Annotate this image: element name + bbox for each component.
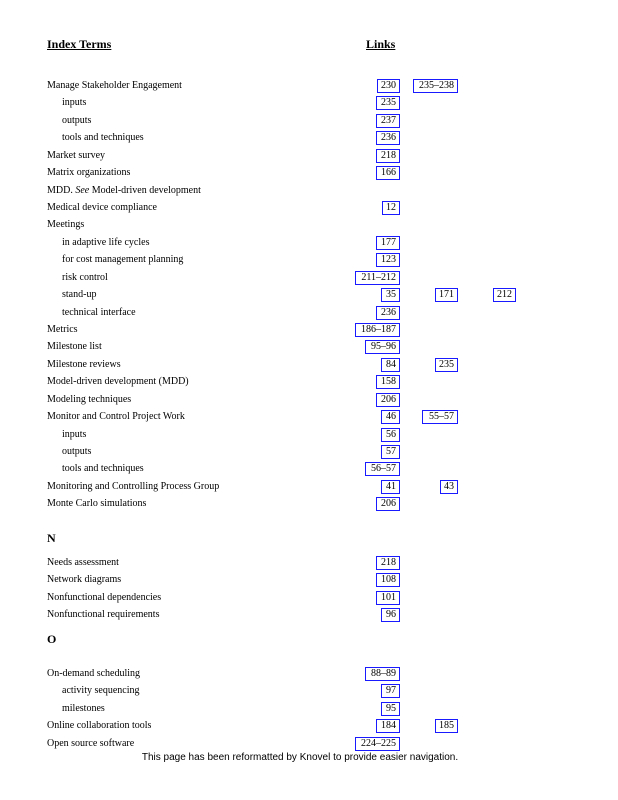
index-term: Meetings [47,219,85,230]
index-term: Medical device compliance [47,202,157,213]
index-term: Nonfunctional dependencies [47,592,162,603]
index-term: Open source software [47,738,135,749]
page-link[interactable]: 185 [435,719,458,733]
index-subterm: outputs [62,115,92,126]
page-link[interactable]: 56–57 [365,462,400,476]
footer-note: This page has been reformatted by Knovel to provide easier navigation. [141,752,459,763]
page-link[interactable]: 236 [376,306,400,320]
index-subterm: inputs [62,97,87,108]
page-link[interactable]: 95 [381,702,400,716]
page-link[interactable]: 12 [382,201,400,215]
index-subterm: tools and techniques [62,132,144,143]
page-link[interactable]: 237 [376,114,400,128]
page-link[interactable]: 101 [376,591,400,605]
page-link[interactable]: 235–238 [413,79,458,93]
page-link[interactable]: 108 [376,573,400,587]
index-term [47,185,201,197]
page-link[interactable]: 88–89 [365,667,400,681]
index-term: Modeling techniques [47,394,132,405]
index-subterm: risk control [62,272,108,283]
page-link[interactable]: 46 [381,410,400,424]
index-term: Milestone list [47,341,102,352]
index-subterm: technical interface [62,307,136,318]
see-reference: See [75,185,90,196]
page-link[interactable]: 55–57 [422,410,458,424]
page-link[interactable]: 96 [381,608,400,622]
index-term: Milestone reviews [47,359,121,370]
header-links: Links [366,37,396,51]
index-subterm: tools and techniques [62,463,144,474]
page-link[interactable]: 236 [376,131,400,145]
index-subterm: in adaptive life cycles [62,237,150,248]
index-subterm: inputs [62,429,87,440]
index-subterm: milestones [62,703,105,714]
page-link[interactable]: 186–187 [355,323,400,337]
page-link[interactable]: 84 [381,358,400,372]
page-link[interactable]: 212 [493,288,516,302]
index-term: On-demand scheduling [47,668,141,679]
page-link[interactable]: 56 [381,428,400,442]
index-term: Monitor and Control Project Work [47,411,185,422]
see-target: Model-driven development [91,185,201,196]
index-term: Network diagrams [47,574,122,585]
page-link[interactable]: 206 [376,393,400,407]
header-index-terms: Index Terms [47,37,112,51]
section-letter: N [47,531,56,545]
page-link[interactable]: 230 [377,79,400,93]
index-term: Model-driven development (MDD) [47,376,189,387]
index-term: Needs assessment [47,557,119,568]
index-term: Market survey [47,150,106,161]
page-link[interactable]: 218 [376,149,400,163]
index-subterm: activity sequencing [62,685,140,696]
page-link[interactable]: 95–96 [365,340,400,354]
index-subterm: stand-up [62,289,97,300]
index-subterm: outputs [62,446,92,457]
term-label: MDD. [47,185,73,196]
index-term: Nonfunctional requirements [47,609,160,620]
page-link[interactable]: 218 [376,556,400,570]
page-link[interactable]: 224–225 [355,737,400,751]
page-link[interactable]: 235 [435,358,458,372]
page-link[interactable]: 123 [376,253,400,267]
index-term: Monitoring and Controlling Process Group [47,481,220,492]
page-link[interactable]: 158 [376,375,400,389]
page-link[interactable]: 35 [381,288,400,302]
index-term: Online collaboration tools [47,720,152,731]
index-term: Manage Stakeholder Engagement [47,80,182,91]
page-link[interactable]: 57 [381,445,400,459]
index-subterm: for cost management planning [62,254,184,265]
page-link[interactable]: 177 [376,236,400,250]
page-link[interactable]: 97 [381,684,400,698]
page-link[interactable]: 235 [376,96,400,110]
page-link[interactable]: 166 [376,166,400,180]
page-link[interactable]: 211–212 [355,271,400,285]
index-term: Monte Carlo simulations [47,498,147,509]
page-link[interactable]: 41 [381,480,400,494]
page-link[interactable]: 171 [435,288,458,302]
index-term: Metrics [47,324,78,335]
section-letter: O [47,632,57,646]
index-term: Matrix organizations [47,167,131,178]
page-link[interactable]: 43 [440,480,458,494]
page-link[interactable]: 206 [376,497,400,511]
page-link[interactable]: 184 [376,719,400,733]
